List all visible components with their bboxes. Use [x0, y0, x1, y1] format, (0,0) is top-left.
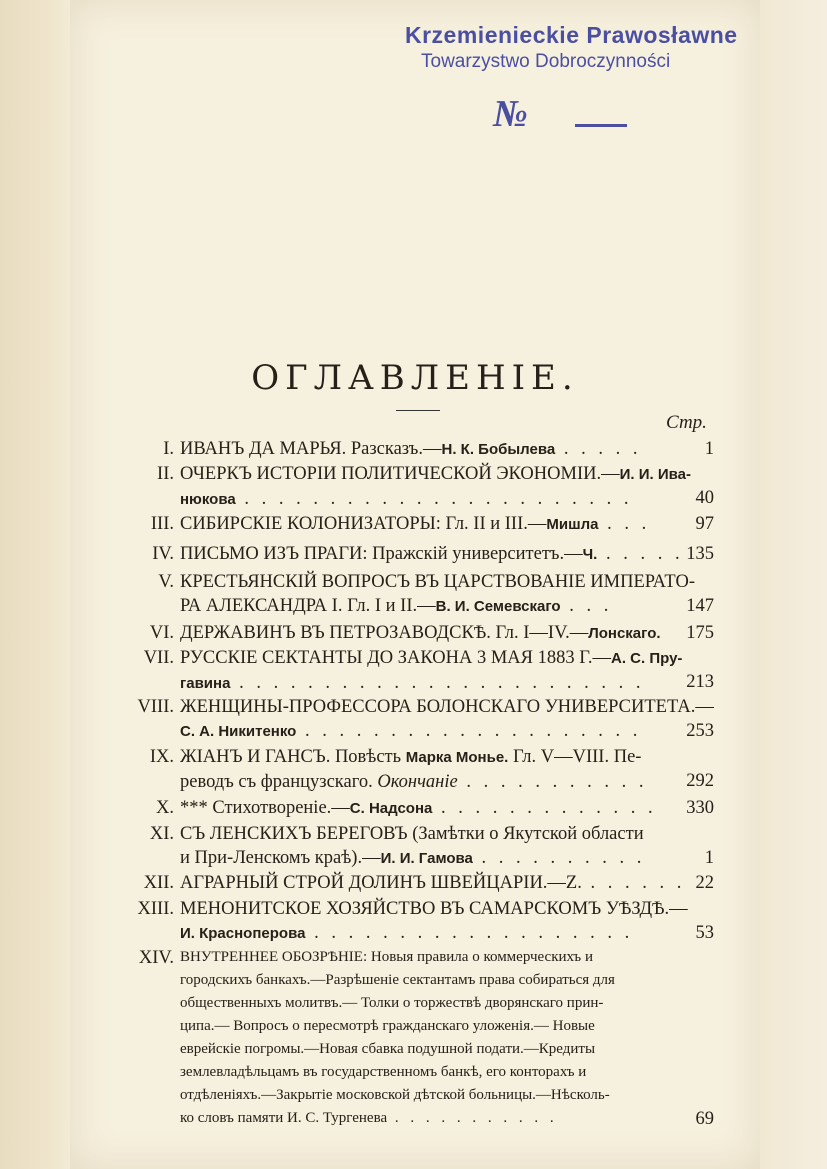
toc-entry-author: И. Красноперова: [180, 925, 306, 942]
toc-entry-author: И. И. Ива-: [619, 466, 691, 483]
toc-entry-title: СЪ ЛЕНСКИХЪ БЕРЕГОВЪ (Замѣтки о Якутской области: [180, 824, 644, 844]
toc-entry-author: Марка Монье.: [405, 749, 509, 766]
toc-entry-leader-dots: . . . . . . . . . . . . .: [432, 798, 657, 818]
toc-entry-line: [180, 719, 660, 744]
toc-entry-line: [180, 646, 683, 671]
toc-entry-title: и При-Ленскомъ краѣ).—: [180, 848, 381, 868]
toc-entry-line: [180, 921, 660, 946]
stamp-underline: [575, 124, 627, 127]
toc-entry-leader-dots: . . . . . . . . . . . . . . . . . . . . . . .: [235, 489, 633, 509]
toc-entry-number: VIII.: [137, 697, 174, 717]
toc-entry-author: нюкова: [180, 491, 236, 508]
toc-entry-leader-dots: . . . . . . . . . . . . . . . . . . .: [305, 923, 634, 943]
toc-entry-line: [180, 897, 688, 921]
stamp-line-2: Towarzystwo Dobroczynności: [421, 51, 671, 72]
toc-entry-title: ИВАНЪ ДА МАРЬЯ. Разсказъ.—: [180, 439, 442, 459]
toc-entry-leader-dots: . . . . .: [597, 544, 684, 564]
toc-entry-author: гавина: [180, 675, 231, 692]
toc-entry-number: VII.: [143, 648, 174, 668]
toc-entry-leader-dots: . . . . . .: [581, 873, 686, 893]
title-rule: [396, 410, 440, 411]
toc-entry-line: [180, 594, 660, 619]
toc-entry-title: ко словъ памяти И. С. Тургенева: [180, 1110, 388, 1126]
toc-entry-text: [180, 646, 683, 696]
toc-entry-line: [180, 871, 686, 895]
toc-entry-line: [180, 1015, 660, 1038]
toc-entry-leader-dots: . . .: [560, 596, 613, 616]
toc-entry-number: XIV.: [138, 948, 174, 968]
toc-entry-title: СИБИРСКІЕ КОЛОНИЗАТОРЫ: Гл. II и III.—: [180, 514, 547, 534]
toc-entry-page-number: 1: [704, 439, 714, 459]
toc-entry-line: [180, 1084, 660, 1107]
toc-entry-author: Н. К. Бобылева: [441, 441, 556, 458]
toc-entry-title: ДЕРЖАВИНЪ ВЪ ПЕТРОЗАВОДСКѢ. Гл. I—IV.—: [180, 623, 589, 643]
toc-entry-page-number: 1: [704, 848, 714, 868]
toc-entry-page-number: 253: [686, 721, 714, 741]
toc-entry-line: [180, 1107, 660, 1130]
toc-entry-title: ципа.— Вопросъ о пересмотрѣ гражданскаго уложенія.— Новые: [180, 1018, 595, 1034]
toc-entry-title: РУССКІЕ СЕКТАНТЫ ДО ЗАКОНА 3 МАЯ 1883 Г.—: [180, 648, 611, 668]
toc-entry-title: ОЧЕРКЪ ИСТОРІИ ПОЛИТИЧЕСКОЙ ЭКОНОМІИ.—: [180, 464, 620, 484]
stamp-number-sign: №: [493, 93, 528, 135]
page-column-header: Стр.: [666, 412, 707, 433]
toc-entry-title: *** Стихотвореніе.—: [180, 798, 350, 818]
toc-entry-text: [180, 871, 686, 895]
toc-entry-text: [180, 462, 691, 512]
toc-entry-title: МЕНОНИТСКОЕ ХОЗЯЙСТВО ВЪ САМАРСКОМЪ УѢЗДѢ.—: [180, 899, 688, 919]
toc-entry-line: [180, 745, 660, 770]
page-edge: [760, 0, 827, 1169]
library-stamp: [405, 22, 755, 135]
toc-entry-line: [180, 992, 660, 1015]
toc-entry-title: еврейскіе погромы.—Новая сбавка подушной подати.—Кредиты: [180, 1041, 596, 1057]
toc-entry-author: Лонскаго.: [588, 625, 661, 642]
toc-entry-line: [180, 822, 660, 846]
toc-entry-number: VI.: [149, 623, 174, 643]
toc-entry-title: ПИСЬМО ИЗЪ ПРАГИ: Пражскій университетъ.—: [180, 544, 583, 564]
toc-entry-author: И. И. Гамова: [380, 850, 473, 867]
toc-entry-line: [180, 621, 660, 646]
toc-entry-number: IX.: [149, 747, 174, 767]
toc-entry-number: XIII.: [137, 899, 174, 919]
toc-entry-line: [180, 770, 660, 794]
toc-entry-text: [180, 897, 688, 946]
toc-entry-text: [180, 822, 660, 871]
toc-entry-page-number: 147: [686, 596, 714, 616]
toc-entry-title: ВНУТРЕННЕЕ ОБОЗРѢНІЕ: Новыя правила о коммерческихъ и: [180, 949, 593, 965]
toc-entry-title: землевладѣльцамъ въ государственномъ банкѣ, его конторахъ и: [180, 1064, 587, 1080]
toc-entry-title: отдѣленіяхъ.—Закрытіе московской дѣтской больницы.—Нѣсколь-: [180, 1087, 610, 1103]
toc-entry-leader-dots: . . .: [598, 514, 651, 534]
toc-entry-page-number: 40: [695, 488, 714, 508]
toc-entry-line: [180, 796, 660, 821]
toc-entry-note: Окончаніе: [377, 772, 458, 792]
toc-entry-page-number: 292: [686, 771, 714, 791]
toc-entry-title: реводъ съ французскаго.: [180, 772, 378, 792]
toc-entry-author: С. А. Никитенко: [180, 723, 297, 740]
toc-entry-author: Ч.: [582, 546, 598, 563]
toc-entry-line: [180, 695, 714, 719]
toc-entry-title: РА АЛЕКСАНДРА I. Гл. I и II.—: [180, 596, 436, 616]
toc-entry-leader-dots: . . . . . . . . . .: [472, 848, 646, 868]
toc-entry-line: [180, 969, 660, 992]
toc-entry-title-tail: Гл. V—VIII. Пе-: [508, 747, 642, 767]
toc-entry-title: общественныхъ молитвъ.— Толки о торжествѣ дворянскаго прин-: [180, 995, 604, 1011]
toc-entry-page-number: 22: [695, 873, 714, 893]
toc-entry-page-number: 53: [695, 923, 714, 943]
toc-entry-number: XII.: [143, 873, 174, 893]
toc-entry-author: С. Надсона: [349, 800, 433, 817]
toc-entry-number: I.: [163, 439, 174, 459]
toc-entry-title: КРЕСТЬЯНСКІЙ ВОПРОСЪ ВЪ ЦАРСТВОВАНІЕ ИМПЕРАТО-: [180, 572, 695, 592]
toc-entry-leader-dots: . . . . . . . . . . . . . . . . . . . .: [296, 721, 642, 741]
toc-entry-line: [180, 1038, 660, 1061]
toc-entry-title: АГРАРНЫЙ СТРОЙ ДОЛИНЪ ШВЕЙЦАРІИ.—Z.: [180, 873, 582, 893]
toc-entry-leader-dots: . . . . . . . . . . .: [457, 772, 648, 792]
toc-entry-line: [180, 846, 660, 871]
toc-entry-text: [180, 542, 684, 567]
toc-entry-leader-dots: . . . . . . . . . . .: [387, 1110, 558, 1126]
toc-entry-text: [180, 796, 660, 821]
toc-entry-line: [180, 437, 660, 462]
toc-entry-text: [180, 437, 660, 462]
toc-entry-text: [180, 621, 660, 646]
toc-entry-author: Мишла: [546, 516, 599, 533]
toc-entry-number: III.: [150, 514, 174, 534]
toc-entry-page-number: 175: [686, 623, 714, 643]
book-spine: [0, 0, 70, 1169]
toc-entry-text: [180, 512, 660, 537]
toc-entry-text: [180, 570, 695, 619]
toc-entry-line: [180, 946, 660, 969]
toc-entry-leader-dots: . . . . .: [555, 439, 642, 459]
toc-entry-line: [180, 462, 691, 487]
page-title: ОГЛАВЛЕНІЕ.: [251, 358, 579, 398]
toc-entry-number: II.: [157, 464, 174, 484]
toc-entry-number: IV.: [152, 544, 174, 564]
toc-entry-text: [180, 946, 660, 1130]
toc-entry-number: XI.: [149, 824, 174, 844]
toc-entry-page-number: 135: [686, 544, 714, 564]
toc-entry-title: ЖЕНЩИНЫ-ПРОФЕССОРА БОЛОНСКАГО УНИВЕРСИТЕТА.—: [180, 697, 714, 717]
toc-entry-author: В. И. Семевскаго: [435, 598, 561, 615]
toc-entry-line: [180, 542, 684, 567]
toc-entry-line: [180, 671, 660, 696]
toc-entry-title: городскихъ банкахъ.—Разрѣшеніе сектантамъ права собираться для: [180, 972, 615, 988]
toc-entry-line: [180, 1061, 660, 1084]
toc-entry-page-number: 330: [686, 798, 714, 818]
toc-entry-title: ЖІАНЪ И ГАНСЪ. Повѣсть: [180, 747, 406, 767]
toc-entry-number: X.: [156, 798, 174, 818]
toc-entry-number: V.: [158, 572, 174, 592]
toc-entry-line: [180, 512, 660, 537]
stamp-line-1: Krzemienieckie Prawosławne: [405, 22, 738, 48]
toc-entry-leader-dots: . . . . . . . . . . . . . . . . . . . . . . . .: [230, 673, 645, 693]
toc-entry-author: А. С. Пру-: [611, 650, 683, 667]
toc-entry-page-number: 69: [695, 1109, 714, 1129]
toc-entry-line: [180, 487, 660, 512]
toc-entry-page-number: 213: [686, 672, 714, 692]
toc-entry-text: [180, 745, 660, 794]
toc-entry-line: [180, 570, 695, 594]
toc-entry-page-number: 97: [695, 514, 714, 534]
